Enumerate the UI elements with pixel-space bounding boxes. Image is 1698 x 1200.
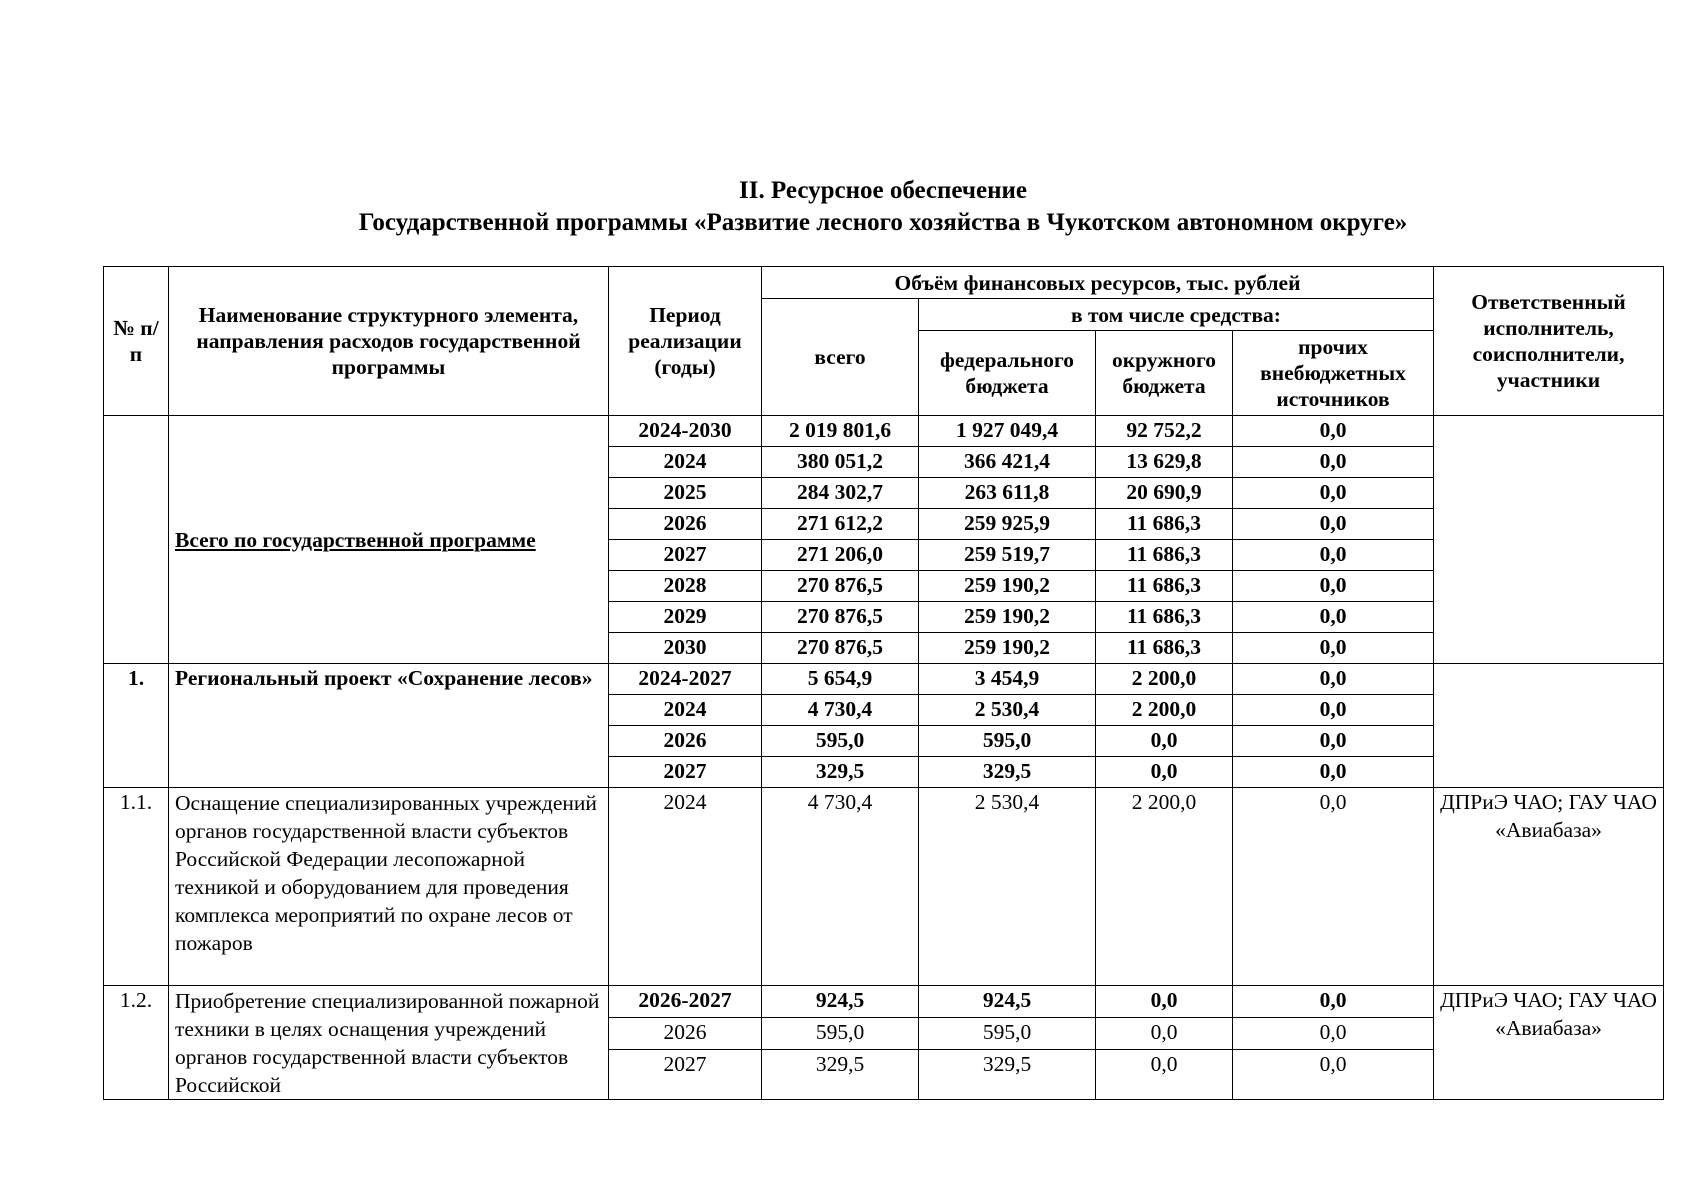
total-cell: 329,5 (762, 757, 919, 788)
period-cell: 2026 (609, 509, 762, 540)
other-cell: 0,0 (1233, 447, 1434, 478)
total-cell: 380 051,2 (762, 447, 919, 478)
item12-responsible: ДПРиЭ ЧАО; ГАУ ЧАО «Авиабаза» (1434, 986, 1664, 1100)
project1-responsible-cell (1434, 664, 1664, 788)
district-cell: 0,0 (1096, 1018, 1233, 1050)
table-row (104, 788, 1664, 986)
federal-cell: 259 519,7 (919, 540, 1096, 571)
total-cell: 924,5 (762, 986, 919, 1018)
table-row (104, 664, 1664, 695)
federal-cell: 259 190,2 (919, 571, 1096, 602)
other-cell: 0,0 (1233, 695, 1434, 726)
federal-cell: 329,5 (919, 757, 1096, 788)
other-cell: 0,0 (1233, 664, 1434, 695)
total-cell: 271 612,2 (762, 509, 919, 540)
total-cell: 4 730,4 (762, 788, 919, 986)
district-cell: 0,0 (1096, 757, 1233, 788)
district-cell: 20 690,9 (1096, 478, 1233, 509)
federal-cell: 263 611,8 (919, 478, 1096, 509)
period-cell: 2029 (609, 602, 762, 633)
federal-cell: 595,0 (919, 726, 1096, 757)
other-cell: 0,0 (1233, 726, 1434, 757)
total-cell: 329,5 (762, 1050, 919, 1100)
district-cell: 0,0 (1096, 986, 1233, 1018)
period-cell: 2024-2030 (609, 416, 762, 447)
item11-label: Оснащение специализированных учреждений органов государственной власти субъектов Российской Федерации лесопожарной техникой и оборудованием для проведения комплекса мероприятий по охране лесов от пожаров (169, 788, 609, 986)
federal-cell: 259 925,9 (919, 509, 1096, 540)
other-cell: 0,0 (1233, 509, 1434, 540)
other-cell: 0,0 (1233, 1050, 1434, 1100)
other-cell: 0,0 (1233, 757, 1434, 788)
header-including: в том числе средства: (919, 299, 1434, 331)
federal-cell: 329,5 (919, 1050, 1096, 1100)
district-cell: 11 686,3 (1096, 602, 1233, 633)
total-cell: 271 206,0 (762, 540, 919, 571)
district-cell: 2 200,0 (1096, 788, 1233, 986)
other-cell: 0,0 (1233, 478, 1434, 509)
federal-cell: 1 927 049,4 (919, 416, 1096, 447)
period-cell: 2025 (609, 478, 762, 509)
federal-cell: 924,5 (919, 986, 1096, 1018)
other-cell: 0,0 (1233, 788, 1434, 986)
item11-num: 1.1. (104, 788, 169, 986)
period-cell: 2026-2027 (609, 986, 762, 1018)
item11-responsible: ДПРиЭ ЧАО; ГАУ ЧАО «Авиабаза» (1434, 788, 1664, 986)
period-cell: 2024 (609, 695, 762, 726)
header-responsible: Ответственный исполнитель, соисполнители, участники (1434, 267, 1664, 416)
period-cell: 2024 (609, 788, 762, 986)
period-cell: 2030 (609, 633, 762, 664)
other-cell: 0,0 (1233, 540, 1434, 571)
total-cell: 4 730,4 (762, 695, 919, 726)
period-cell: 2028 (609, 571, 762, 602)
header-district: окружного бюджета (1096, 331, 1233, 416)
table-row (104, 416, 1664, 447)
federal-cell: 2 530,4 (919, 695, 1096, 726)
federal-cell: 3 454,9 (919, 664, 1096, 695)
table-row (104, 986, 1664, 1018)
district-cell: 11 686,3 (1096, 571, 1233, 602)
project1-label: Региональный проект «Сохранение лесов» (169, 664, 609, 788)
header-volume: Объём финансовых ресурсов, тыс. рублей (762, 267, 1434, 299)
header-name: Наименование структурного элемента, направления расходов государственной программы (169, 267, 609, 416)
period-cell: 2027 (609, 1050, 762, 1100)
district-cell: 92 752,2 (1096, 416, 1233, 447)
header-federal: федерального бюджета (919, 331, 1096, 416)
table-header (104, 267, 1664, 416)
other-cell: 0,0 (1233, 571, 1434, 602)
header-period: Период реализации (годы) (609, 267, 762, 416)
header-other: прочих внебюджетных источников (1233, 331, 1434, 416)
total-cell: 2 019 801,6 (762, 416, 919, 447)
total-cell: 270 876,5 (762, 571, 919, 602)
district-cell: 11 686,3 (1096, 509, 1233, 540)
district-cell: 2 200,0 (1096, 664, 1233, 695)
federal-cell: 595,0 (919, 1018, 1096, 1050)
header-total: всего (762, 299, 919, 416)
total-cell: 595,0 (762, 1018, 919, 1050)
district-cell: 11 686,3 (1096, 540, 1233, 571)
period-cell: 2026 (609, 1018, 762, 1050)
program-title: Государственной программы «Развитие лесного хозяйства в Чукотском автономном округе» (358, 209, 1408, 236)
item12-num: 1.2. (104, 986, 169, 1100)
federal-cell: 259 190,2 (919, 633, 1096, 664)
total-cell: 5 654,9 (762, 664, 919, 695)
federal-cell: 259 190,2 (919, 602, 1096, 633)
total-responsible-cell (1434, 416, 1664, 664)
other-cell: 0,0 (1233, 602, 1434, 633)
other-cell: 0,0 (1233, 1018, 1434, 1050)
period-cell: 2024 (609, 447, 762, 478)
district-cell: 11 686,3 (1096, 633, 1233, 664)
district-cell: 2 200,0 (1096, 695, 1233, 726)
other-cell: 0,0 (1233, 633, 1434, 664)
period-cell: 2027 (609, 540, 762, 571)
total-cell: 284 302,7 (762, 478, 919, 509)
total-cell: 270 876,5 (762, 602, 919, 633)
period-cell: 2026 (609, 726, 762, 757)
federal-cell: 366 421,4 (919, 447, 1096, 478)
other-cell: 0,0 (1233, 986, 1434, 1018)
total-cell: 270 876,5 (762, 633, 919, 664)
district-cell: 13 629,8 (1096, 447, 1233, 478)
period-cell: 2027 (609, 757, 762, 788)
other-cell: 0,0 (1233, 416, 1434, 447)
district-cell: 0,0 (1096, 1050, 1233, 1100)
total-label: Всего по государственной программе (169, 416, 609, 664)
header-num: № п/п (104, 267, 169, 416)
federal-cell: 2 530,4 (919, 788, 1096, 986)
section-title: II. Ресурсное обеспечение (739, 177, 1027, 204)
total-cell: 595,0 (762, 726, 919, 757)
resource-table (103, 266, 1664, 1100)
table-body (104, 416, 1664, 1100)
period-cell: 2024-2027 (609, 664, 762, 695)
total-num-cell (104, 416, 169, 664)
project1-num: 1. (104, 664, 169, 788)
item12-label: Приобретение специализированной пожарной техники в целях оснащения учреждений органов государственной власти субъектов Российской (169, 986, 609, 1100)
district-cell: 0,0 (1096, 726, 1233, 757)
